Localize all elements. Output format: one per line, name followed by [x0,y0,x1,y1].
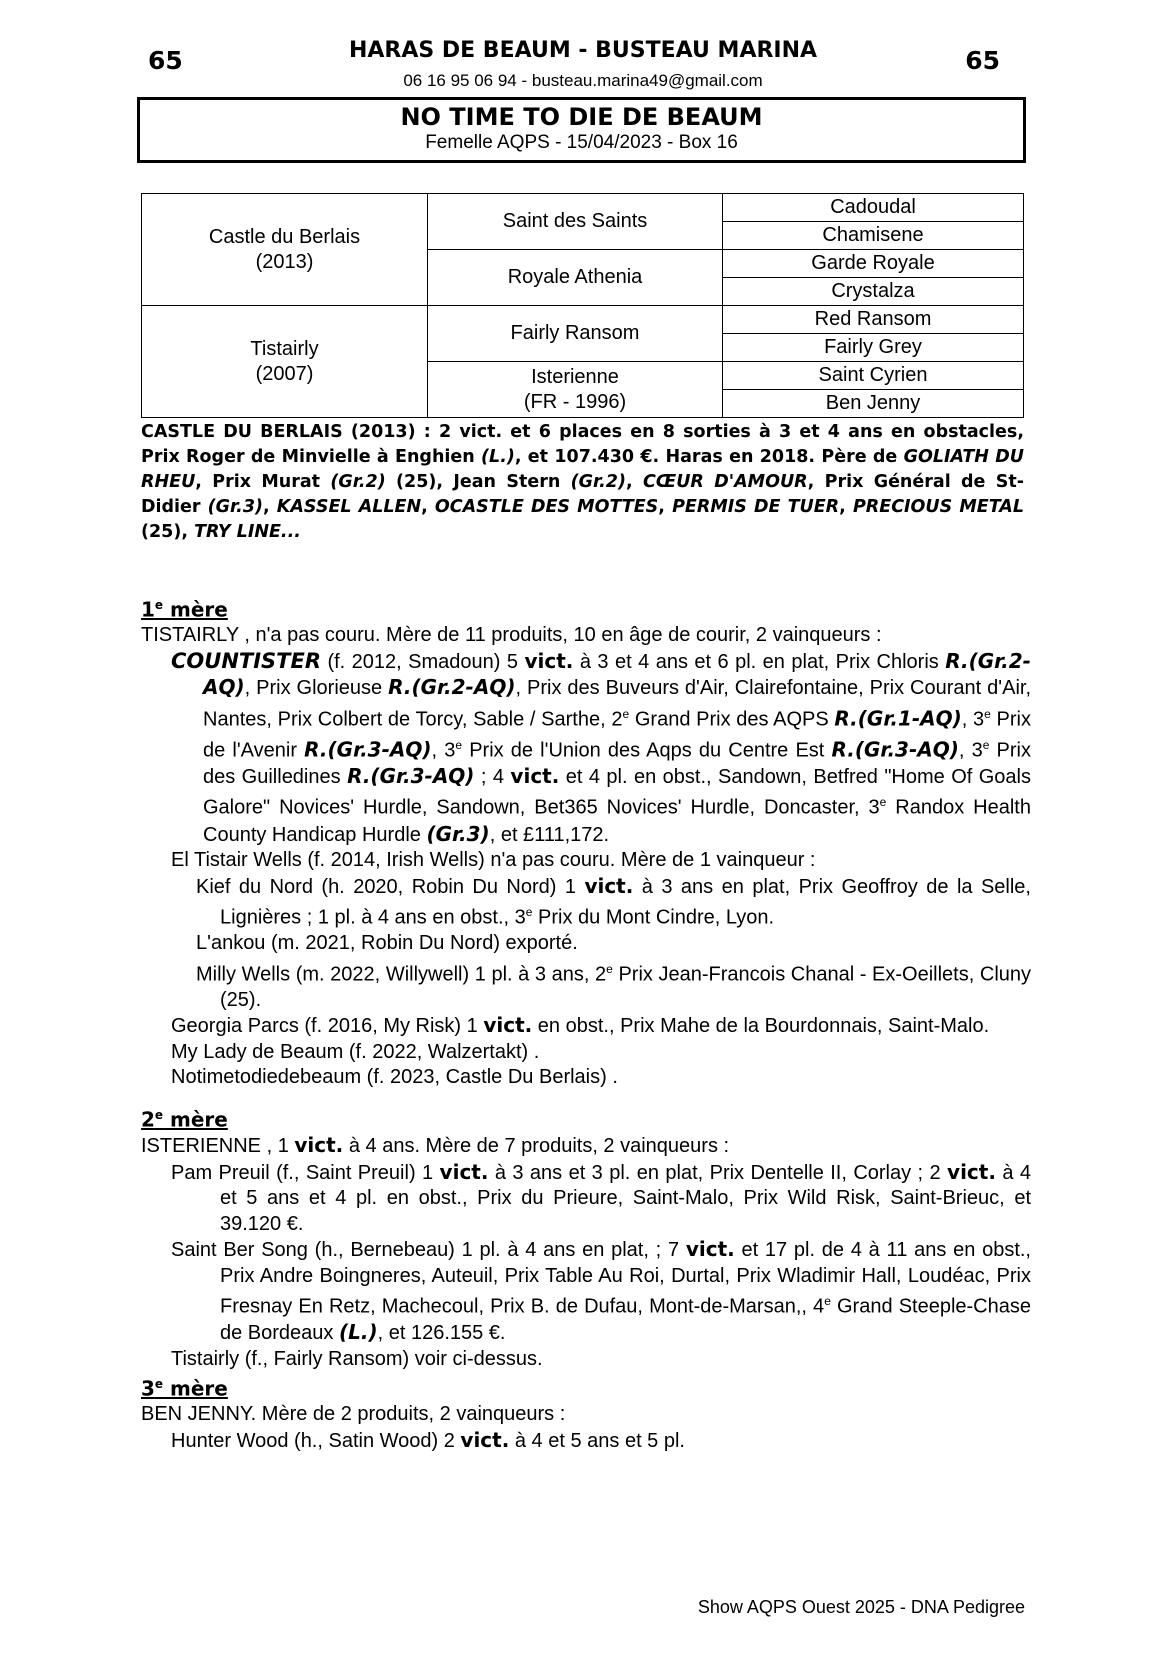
pedigree-sire [142,194,428,306]
produce-tistairly: Tistairly (f., Fairly Ransom) voir ci-dessus. [171,1347,543,1370]
page-footer: Show AQPS Ouest 2025 - DNA Pedigree [697,1597,1025,1617]
second-dam-section [141,1103,1031,1372]
produce-hunter-wood: Hunter Wood (h., Satin Wood) 2 vict. à 4 et 5 ans et 5 pl. [171,1427,685,1452]
produce-el-tistair-wells: El Tistair Wells (f. 2014, Irish Wells) n'a pas couru. Mère de 1 vainqueur : [171,849,816,872]
pedigree-ss: Saint des Saints [428,194,723,250]
produce-countister: COUNTISTER (f. 2012, Smadoun) 5 vict. à 3 et 4 ans et 6 pl. en plat, Prix Chloris R.(Gr.2-AQ), Prix Glorieuse R.(Gr.2-AQ), Prix des Buveurs d'Air, Clairefontaine, Prix Courant d'Air, Nantes, Prix Colbert de Torcy, Sable / Sarthe, 2e Grand Prix des AQPS R.(Gr.1-AQ), 3e Prix de l'Avenir R.(Gr.3-AQ), 3e Prix de l'Union des Aqps du Centre Est R.(Gr.3-AQ), 3e Prix des Guilledines R.(Gr.3-AQ) ; 4 vict. et 4 pl. en obst., Sandown, Betfred "Home Of Goals Galore" Novices' Hurdle, Sandown, Bet365 Novices' Hurdle, Doncaster, 3e Randox Health County Handicap Hurdle (Gr.3), et £111,172. [171,648,1032,846]
dam-name: Tistairly [250,337,319,360]
horse-details: Femelle AQPS - 15/04/2023 - Box 16 [425,132,738,153]
pedigree-dds: Saint Cyrien [723,362,1024,390]
produce-my-lady-de-beaum: My Lady de Beaum (f. 2022, Walzertakt) . [171,1040,540,1063]
horse-title-box [137,97,1026,163]
pedigree-dsd: Fairly Grey [723,334,1024,362]
pedigree-ds: Fairly Ransom [428,306,723,362]
produce-kief-du-nord: Kief du Nord (h. 2020, Robin Du Nord) 1 vict. à 3 ans en plat, Prix Geoffroy de la Selle, Lignières ; 1 pl. à 4 ans en obst., 3e Prix du Mont Cindre, Lyon. [196,873,1031,929]
third-dam-intro: BEN JENNY. Mère de 2 produits, 2 vainqueurs : [141,1403,566,1426]
second-dam-heading: 2e mère [141,1107,228,1132]
pedigree-ddd: Ben Jenny [723,390,1024,418]
dam-year: (2007) [255,362,314,385]
produce-lankou: L'ankou (m. 2021, Robin Du Nord) exporté. [196,932,578,955]
produce-milly-wells: Milly Wells (m. 2022, Willywell) 1 pl. à 3 ans, 2e Prix Jean-Francois Chanal - Ex-Oeillets, Cluny (25). [196,961,1032,1011]
pedigree-dd [428,362,723,418]
pedigree-table [141,193,1024,418]
breeder-contact: 06 16 95 06 94 - busteau.marina49@gmail.com [403,71,763,90]
pedigree-sdd: Crystalza [723,278,1024,306]
pedigree-sd: Royale Athenia [428,250,723,306]
sire-year: (2013) [255,250,314,273]
lot-number-left: 65 [148,46,183,75]
produce-notimetodiedebeaum: Notimetodiedebeaum (f. 2023, Castle Du Berlais) . [171,1066,618,1089]
produce-pam-preuil: Pam Preuil (f., Saint Preuil) 1 vict. à 3 ans et 3 pl. en plat, Prix Dentelle II, Corlay ; 2 vict. à 4 et 5 ans et 4 pl. en obst., Prix du Prieure, Saint-Malo, Prix Wild Risk, Saint-Brieuc, et 39.120 €. [171,1159,1032,1235]
produce-saint-ber-song: Saint Ber Song (h., Bernebeau) 1 pl. à 4 ans en plat, ; 7 vict. et 17 pl. de 4 à 11 ans en obst., Prix Andre Boingneres, Auteuil, Prix Table Au Roi, Durtal, Prix Wladimir Hall, Loudéac, Prix Fresnay En Retz, Machecoul, Prix B. de Dufau, Mont-de-Marsan,, 4e Grand Steeple-Chase de Bordeaux (L.), et 126.155 €. [171,1237,1031,1345]
pedigree-sds: Garde Royale [723,250,1024,278]
first-dam-intro: TISTAIRLY , n'a pas couru. Mère de 11 produits, 10 en âge de courir, 2 vainqueurs : [141,624,882,647]
dd-origin: (FR - 1996) [523,390,627,413]
pedigree-sss: Cadoudal [723,194,1024,222]
third-dam-section [141,1372,1031,1454]
first-dam-heading: 1e mère [141,597,228,622]
sire-paragraph: CASTLE DU BERLAIS (2013) : 2 vict. et 6 places en 8 sorties à 3 et 4 ans en obstacles, Prix Roger de Minvielle à Enghien (L.), et 107.430 €. Haras en 2018. Père de GOLIATH DU RHEU, Prix Murat (Gr.2) (25), Jean Stern (Gr.2), CŒUR D'AMOUR, Prix Général de St-Didier (Gr.3), KASSEL ALLEN, OCASTLE DES MOTTES, PERMIS DE TUER, PRECIOUS METAL (25), TRY LINE... [141,422,1024,542]
dd-name: Isterienne [531,365,619,388]
breeder-name: HARAS DE BEAUM - BUSTEAU MARINA [348,38,818,63]
pedigree-dam [142,306,428,418]
sire-name: Castle du Berlais [208,225,361,248]
second-dam-intro: ISTERIENNE , 1 vict. à 4 ans. Mère de 7 produits, 2 vainqueurs : [141,1133,730,1158]
third-dam-heading: 3e mère [141,1376,228,1401]
produce-georgia-parcs: Georgia Parcs (f. 2016, My Risk) 1 vict. en obst., Prix Mahe de la Bourdonnais, Saint-Malo. [171,1013,990,1038]
first-dam-section [141,593,1031,1091]
pedigree-dss: Red Ransom [723,306,1024,334]
lot-number-right: 65 [965,46,1000,75]
pedigree-ssd: Chamisene [723,222,1024,250]
horse-name: NO TIME TO DIE DE BEAUM [400,103,763,131]
